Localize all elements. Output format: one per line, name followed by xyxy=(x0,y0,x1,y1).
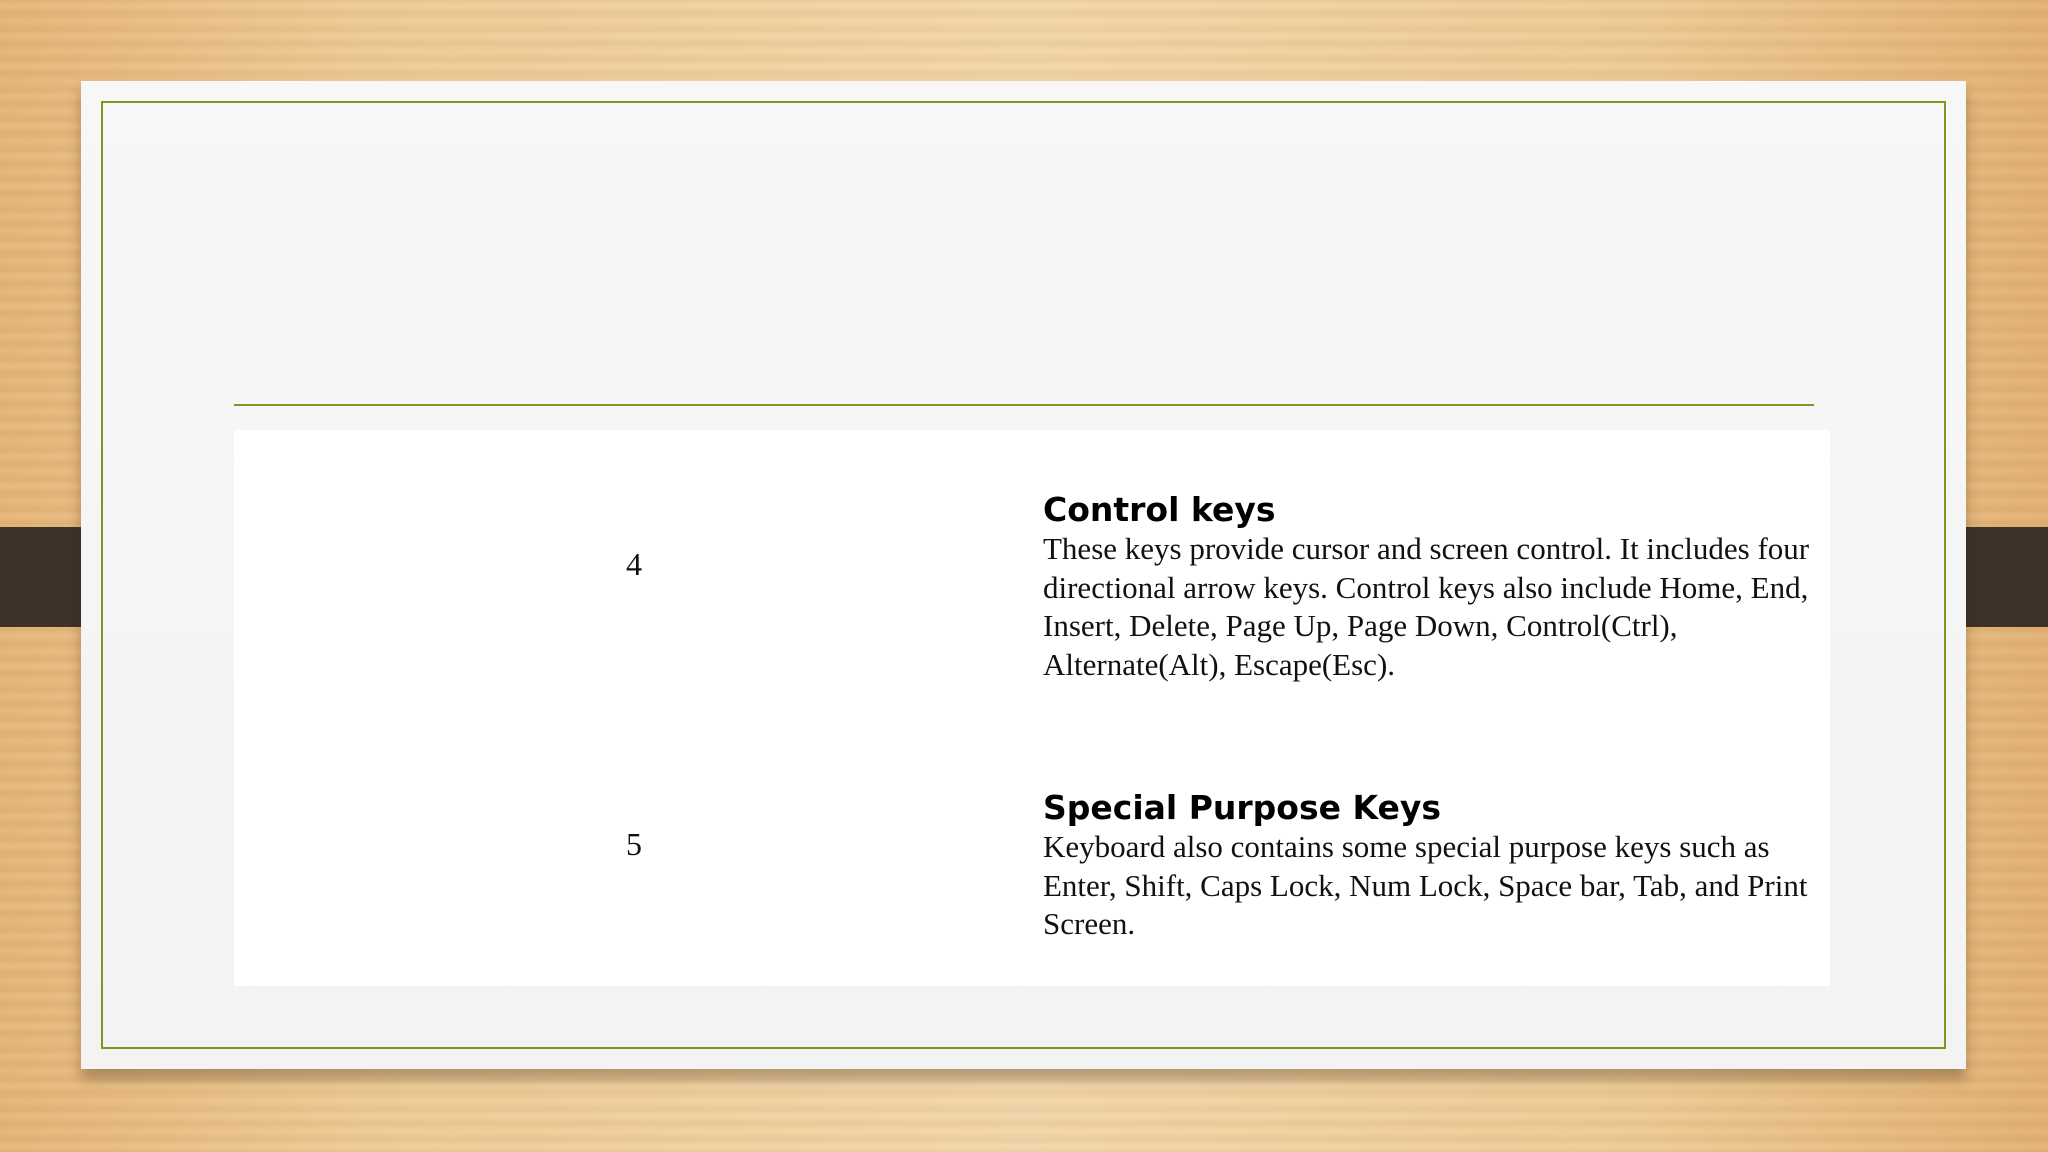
row-number: 4 xyxy=(626,546,642,582)
row-description: Keyboard also contains some special purpose keys such as Enter, Shift, Caps Lock, Num Lock, Space bar, Tab, and Print Screen. xyxy=(1043,829,1808,941)
row-content xyxy=(1043,788,1823,944)
slide-card xyxy=(81,81,1966,1069)
row-number: 5 xyxy=(626,826,642,862)
row-heading: Control keys xyxy=(1043,490,1276,529)
row-description: These keys provide cursor and screen control. It includes four directional arrow keys. Control keys also include Home, End, Insert, Delete, Page Up, Page Down, Control(Ctrl), Alternate(Alt), Escape(Esc). xyxy=(1043,531,1810,682)
content-table xyxy=(234,430,1830,986)
row-content xyxy=(1043,490,1823,684)
row-heading: Special Purpose Keys xyxy=(1043,788,1441,827)
title-divider-line xyxy=(234,404,1814,406)
